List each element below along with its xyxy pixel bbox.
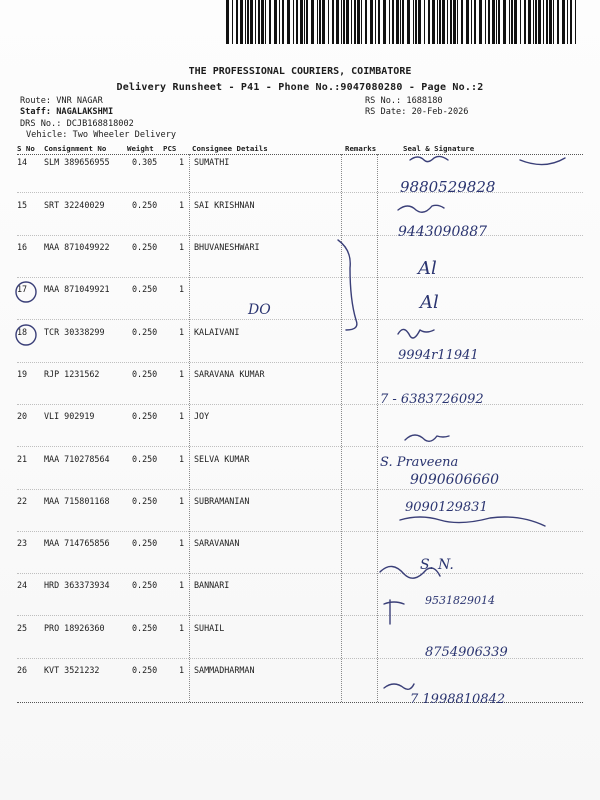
signature-phone: 7 - 6383726092 <box>380 392 484 407</box>
cell-consignment: PRO 18926360 <box>44 623 105 633</box>
cell-consignment: TCR 30338299 <box>44 327 105 337</box>
cell-pcs: 1 <box>179 284 185 294</box>
signature-scribble <box>405 435 449 441</box>
cell-sno: 25 <box>17 623 28 633</box>
cell-pcs: 1 <box>179 411 185 421</box>
signature-scribble <box>398 329 434 338</box>
cell-consignee: SUHAIL <box>194 623 225 633</box>
cell-pcs: 1 <box>179 496 185 506</box>
signature-phone: 9880529828 <box>400 178 496 196</box>
cell-pcs: 1 <box>179 369 185 379</box>
drs-number: DRS No.: DCJB168818002 <box>20 119 134 129</box>
cell-weight: 0.250 <box>132 665 158 675</box>
cell-consignee: SARAVANAN <box>194 538 240 548</box>
rs-date: RS Date: 20-Feb-2026 <box>365 107 469 117</box>
signature-phone: 9090606660 <box>410 472 500 488</box>
cell-sno: 23 <box>17 538 28 548</box>
route-label: Route: VNR NAGAR <box>20 96 103 106</box>
do-remark: DO <box>248 302 271 318</box>
signature-scribble <box>400 517 545 526</box>
cell-sno: 19 <box>17 369 28 379</box>
cell-pcs: 1 <box>179 580 185 590</box>
cell-consignee: SARAVANA KUMAR <box>194 369 265 379</box>
rs-number: RS No.: 1688180 <box>365 96 443 106</box>
cell-consignment: HRD 363373934 <box>44 580 110 590</box>
cell-consignee: SAMMADHARMAN <box>194 665 255 675</box>
cell-sno: 22 <box>17 496 28 506</box>
signature-scribble <box>520 158 565 165</box>
signature-phone: 8754906339 <box>425 645 508 660</box>
cell-consignee: SUMATHI <box>194 157 230 167</box>
signature-scribble <box>410 156 448 161</box>
cell-weight: 0.250 <box>132 284 158 294</box>
signature-scribble <box>384 684 414 689</box>
cell-weight: 0.250 <box>132 538 158 548</box>
cell-weight: 0.250 <box>132 242 158 252</box>
signature-phone: 9090129831 <box>405 500 488 515</box>
cell-consignment: MAA 710278564 <box>44 454 110 464</box>
cell-pcs: 1 <box>179 327 185 337</box>
cell-consignment: MAA 714765856 <box>44 538 110 548</box>
cell-weight: 0.250 <box>132 200 158 210</box>
cell-pcs: 1 <box>179 242 185 252</box>
signature-scribble <box>398 205 444 212</box>
cell-consignment: MAA 871049922 <box>44 242 110 252</box>
signature-phone: 7 1998810842 <box>410 692 506 707</box>
cell-consignee: JOY <box>194 411 210 421</box>
cell-pcs: 1 <box>179 200 185 210</box>
staff-label: Staff: NAGALAKSHMI <box>20 107 114 117</box>
cell-weight: 0.250 <box>132 580 158 590</box>
cell-weight: 0.250 <box>132 623 158 633</box>
cell-consignment: SLM 389656955 <box>44 157 110 167</box>
cell-consignee: SELVA KUMAR <box>194 454 250 464</box>
cell-sno: 26 <box>17 665 28 675</box>
signature-name: S. Praveena <box>380 455 459 470</box>
cell-sno: 18 <box>17 327 28 337</box>
cell-consignment: MAA 871049921 <box>44 284 110 294</box>
document-subtitle: Delivery Runsheet - P41 - Phone No.:9047080280 - Page No.:2 <box>116 82 484 93</box>
cell-consignment: KVT 3521232 <box>44 665 100 675</box>
cell-weight: 0.250 <box>132 327 158 337</box>
cell-sno: 14 <box>17 157 28 167</box>
cell-weight: 0.250 <box>132 411 158 421</box>
signature-initials: Al <box>418 258 437 279</box>
signature-phone: 9531829014 <box>425 594 495 607</box>
cell-sno: 15 <box>17 200 28 210</box>
document-title: THE PROFESSIONAL COURIERS, COIMBATORE <box>188 66 412 77</box>
cell-sno: 20 <box>17 411 28 421</box>
cell-weight: 0.250 <box>132 369 158 379</box>
circle-mark <box>16 325 36 345</box>
cell-pcs: 1 <box>179 454 185 464</box>
cell-consignment: RJP 1231562 <box>44 369 100 379</box>
cell-pcs: 1 <box>179 157 185 167</box>
cell-consignee: BHUVANESHWARI <box>194 242 260 252</box>
cell-pcs: 1 <box>179 623 185 633</box>
cell-sno: 17 <box>17 284 28 294</box>
cell-consignment: VLI 902919 <box>44 411 95 421</box>
cell-weight: 0.250 <box>132 496 158 506</box>
header-weight: Weight <box>127 144 154 153</box>
signature-scribble <box>384 600 404 624</box>
signature-initials: Al <box>420 292 439 313</box>
bracket-mark <box>338 240 357 330</box>
header-consignee: Consignee Details <box>192 144 268 153</box>
cell-weight: 0.250 <box>132 454 158 464</box>
header-consignment: Consignment No <box>44 144 107 153</box>
cell-consignee: SAI KRISHNAN <box>194 200 255 210</box>
cell-consignee: KALAIVANI <box>194 327 240 337</box>
cell-consignee: BANNARI <box>194 580 230 590</box>
header-seal: Seal & Signature <box>403 144 475 153</box>
header-sno: S No <box>17 144 35 153</box>
vehicle-label: Vehicle: Two Wheeler Delivery <box>26 130 177 140</box>
cell-consignment: SRT 32240029 <box>44 200 105 210</box>
signature-phone: 9994r11941 <box>398 348 479 363</box>
cell-weight: 0.305 <box>132 157 158 167</box>
cell-pcs: 1 <box>179 538 185 548</box>
header-remarks: Remarks <box>345 144 377 153</box>
cell-sno: 24 <box>17 580 28 590</box>
cell-pcs: 1 <box>179 665 185 675</box>
cell-consignment: MAA 715801168 <box>44 496 110 506</box>
header-pcs: PCS <box>163 144 177 153</box>
circle-mark <box>16 282 36 302</box>
cell-consignee: SUBRAMANIAN <box>194 496 250 506</box>
signature-initials: S. N. <box>420 557 454 573</box>
cell-sno: 16 <box>17 242 28 252</box>
cell-sno: 21 <box>17 454 28 464</box>
signature-phone: 9443090887 <box>398 224 488 240</box>
